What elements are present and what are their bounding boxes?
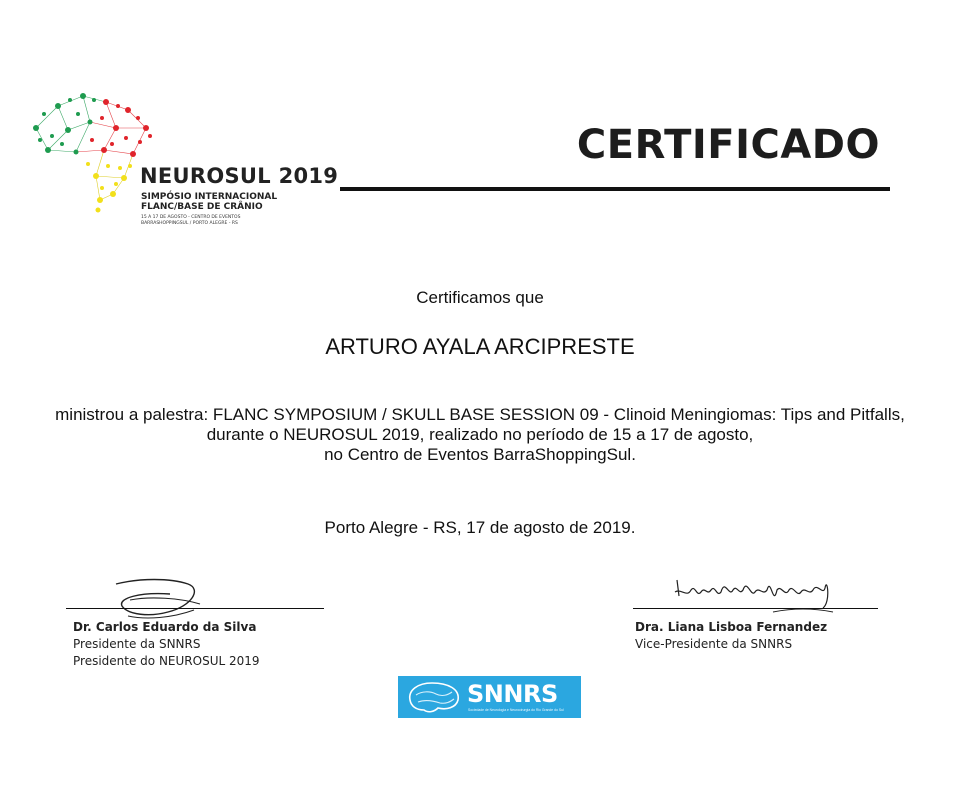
event-details-line-2: BARRASHOPPINGSUL / PORTO ALEGRE - RS [141,220,238,226]
certificate-body [50,405,910,465]
event-details-line-1: 15 A 17 DE AGOSTO - CENTRO DE EVENTOS [141,215,241,220]
body-line-3: no Centro de Eventos BarraShoppingSul. [324,445,636,464]
neurosul-logo [28,88,338,238]
signatory-role: Presidente da SNNRS [73,637,201,651]
snnrs-wordmark: SNNRS [467,680,558,708]
body-line-2: durante o NEUROSUL 2019, realizado no período de 15 a 17 de agosto, [206,425,754,444]
event-details [141,215,240,226]
event-subtitle [141,192,277,212]
snnrs-logo [398,676,581,718]
certificate-lead: Certificamos que [416,288,544,307]
event-title: NEUROSUL 2019 [140,164,339,188]
body-line-1: ministrou a palestra: FLANC SYMPOSIUM / SKULL BASE SESSION 09 - Clinoid Meningiomas: Tips and Pitfalls, [55,405,905,424]
signatory-name: Dr. Carlos Eduardo da Silva [73,620,257,634]
brain-outline-icon [404,680,464,714]
signature-line [66,608,324,609]
signatory-left [66,608,324,670]
recipient-name: ARTURO AYALA ARCIPRESTE [325,334,635,359]
event-subtitle-line-2: FLANC/BASE DE CRÂNIO [141,202,263,212]
signatory-role: Vice-Presidente da SNNRS [635,637,793,651]
title-underline [340,187,890,191]
signatory-name: Dra. Liana Lisboa Fernandez [635,620,828,634]
event-subtitle-line-1: SIMPÓSIO INTERNACIONAL [141,192,278,202]
certificate-title: CERTIFICADO [576,122,880,168]
signatory-role: Presidente do NEUROSUL 2019 [73,654,260,668]
snnrs-tagline: Sociedade de Neurologia e Neurocirurgia do Rio Grande do Sul [468,708,564,712]
signature-line [633,608,878,609]
signatory-right [633,608,878,653]
place-and-date: Porto Alegre - RS, 17 de agosto de 2019. [324,518,636,537]
